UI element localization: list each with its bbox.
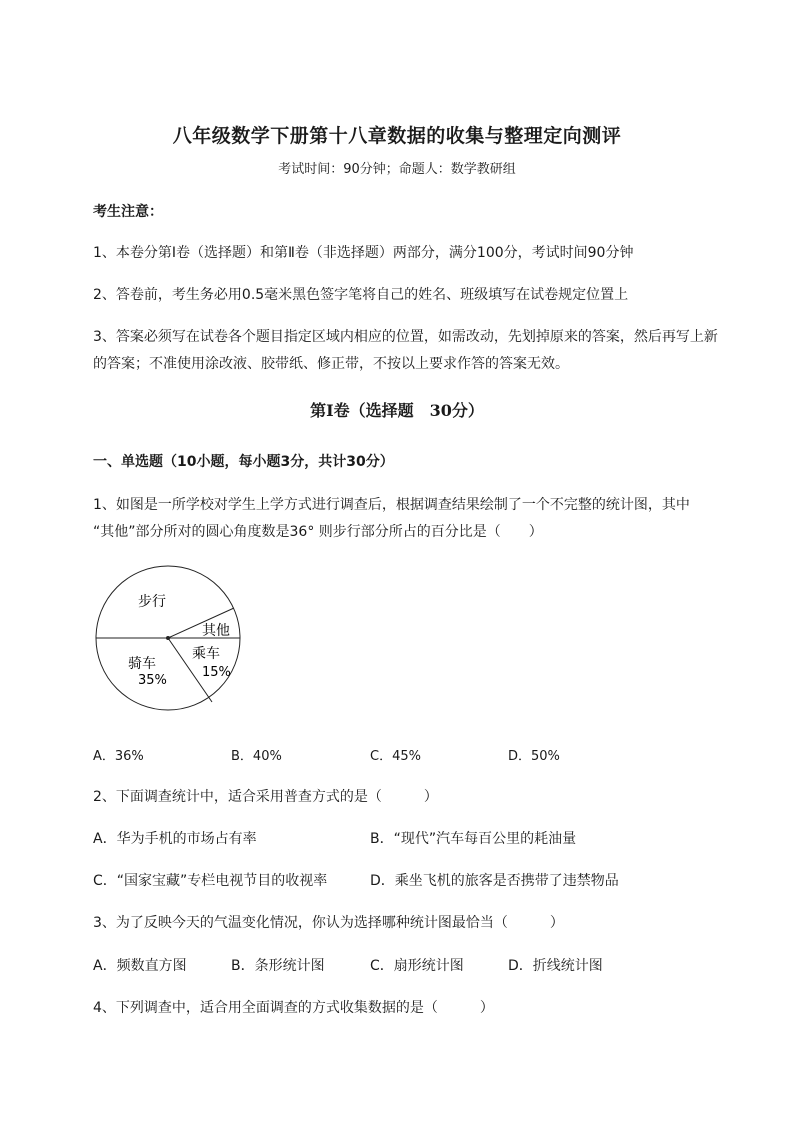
slice-value-ride: 15% xyxy=(202,665,231,680)
q2-option-d[interactable]: D．乘坐飞机的旅客是否携带了违禁物品 xyxy=(370,873,619,889)
slice-label-bike: 骑车 xyxy=(128,656,156,672)
pie-center xyxy=(166,636,170,640)
question-2-stem: 2、下面调查统计中，适合采用普查方式的是（ ） xyxy=(93,789,438,805)
exam-subtitle: 考试时间：90分钟；命题人：数学教研组 xyxy=(278,162,516,177)
part-heading: 一、单选题（10小题，每小题3分，共计30分） xyxy=(93,454,394,470)
slice-label-other: 其他 xyxy=(202,623,230,639)
notice-item-3: 3、答案必须写在试卷各个题目指定区域内相应的位置，如需改动，先划掉原来的答案，然后再写上新 xyxy=(93,329,718,345)
slice-label-walk: 步行 xyxy=(138,594,166,610)
question-1-stem-line-1: 1、如图是一所学校对学生上学方式进行调查后，根据调查结果绘制了一个不完整的统计图，其中 xyxy=(93,497,690,513)
notice-item-1: 1、本卷分第I卷（选择题）和第Ⅱ卷（非选择题）两部分，满分100分，考试时间90分钟 xyxy=(93,245,634,261)
q3-option-d[interactable]: D．折线统计图 xyxy=(508,958,603,974)
q1-option-b[interactable]: B．40% xyxy=(231,749,282,764)
q1-option-d[interactable]: D．50% xyxy=(508,749,560,764)
q2-option-a[interactable]: A．华为手机的市场占有率 xyxy=(93,831,257,847)
pie-chart xyxy=(90,562,250,722)
notice-heading: 考生注意： xyxy=(93,204,163,220)
q3-option-a[interactable]: A．频数直方图 xyxy=(93,958,187,974)
q2-option-b[interactable]: B．“现代”汽车每百公里的耗油量 xyxy=(370,831,577,847)
q3-option-b[interactable]: B．条形统计图 xyxy=(231,958,325,974)
q3-option-c[interactable]: C．扇形统计图 xyxy=(370,958,464,974)
slice-value-bike: 35% xyxy=(138,673,167,688)
q2-option-c[interactable]: C．“国家宝藏”专栏电视节目的收视率 xyxy=(93,873,328,889)
notice-item-3-cont: 的答案；不准使用涂改液、胶带纸、修正带，不按以上要求作答的答案无效。 xyxy=(93,356,569,372)
q1-option-a[interactable]: A．36% xyxy=(93,749,144,764)
question-3-stem: 3、为了反映今天的气温变化情况，你认为选择哪种统计图最恰当（ ） xyxy=(93,915,564,931)
question-4-stem: 4、下列调查中，适合用全面调查的方式收集数据的是（ ） xyxy=(93,1000,494,1016)
exam-title: 八年级数学下册第十八章数据的收集与整理定向测评 xyxy=(172,125,622,147)
section-title: 第I卷（选择题 30分） xyxy=(310,401,484,420)
question-1-stem-line-2: “其他”部分所对的圆心角度数是36° 则步行部分所占的百分比是（ ） xyxy=(93,524,543,540)
q1-option-c[interactable]: C．45% xyxy=(370,749,421,764)
slice-label-ride: 乘车 xyxy=(192,646,220,662)
notice-item-2: 2、答卷前，考生务必用0.5毫米黑色签字笔将自己的姓名、班级填写在试卷规定位置上 xyxy=(93,287,629,303)
